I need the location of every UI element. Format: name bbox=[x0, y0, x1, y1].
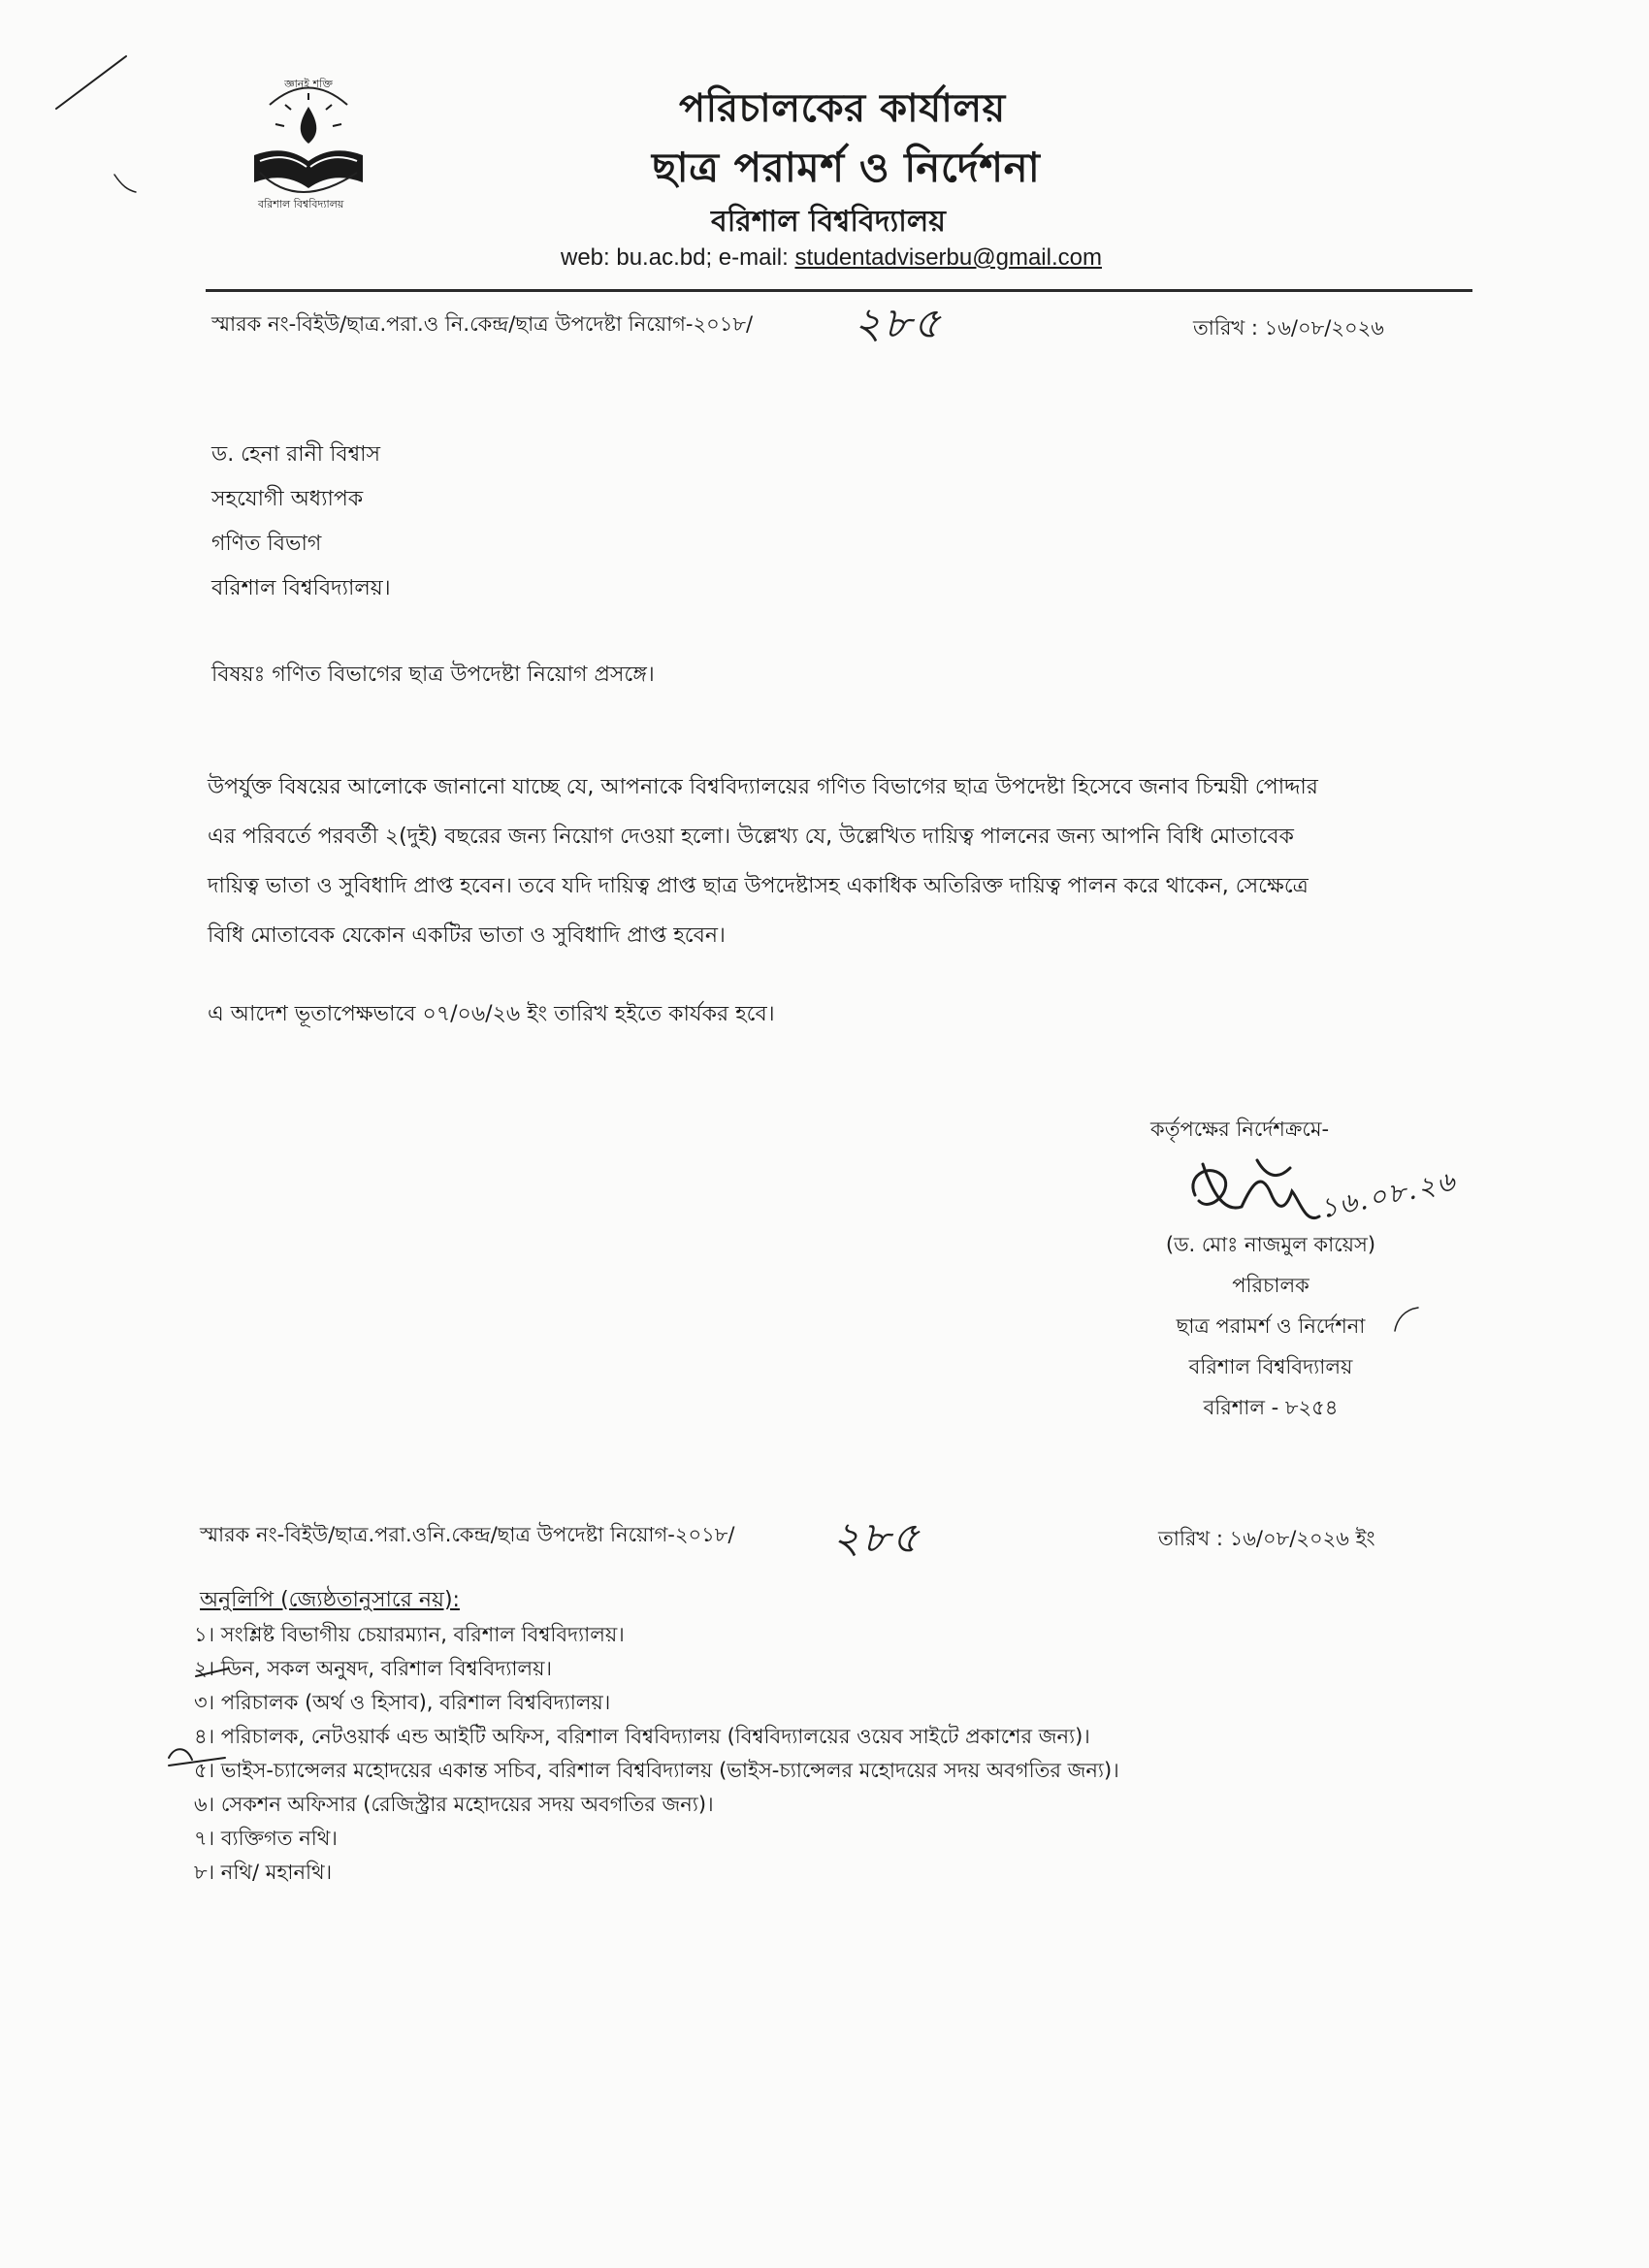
memo-number: স্মারক নং-বিইউ/ছাত্র.পরা.ও নি.কেন্দ্র/ছাত্র উপদেষ্টা নিয়োগ-২০১৮/ bbox=[211, 312, 754, 336]
body-line: এর পরিবর্তে পরবর্তী ২(দুই) বছরের জন্য নিয়োগ দেওয়া হলো। উল্লেখ্য যে, উল্লেখিত দায়িত্ব পালনের জন্য আপনি বিধি মোতাবেক bbox=[208, 825, 1294, 849]
letter-body bbox=[208, 762, 1469, 960]
email-link[interactable]: studentadviserbu@gmail.com bbox=[794, 244, 1102, 271]
letterhead-university: বরিশাল বিশ্ববিদ্যালয় bbox=[711, 205, 946, 239]
logo-caption-bottom: বরিশাল বিশ্ববিদ্যালয় bbox=[258, 198, 344, 211]
signatory-block bbox=[1116, 1224, 1426, 1428]
web-label: web: bu.ac.bd; e-mail: bbox=[561, 244, 795, 271]
header-divider bbox=[206, 289, 1472, 292]
letterhead-department: ছাত্র পরামর্শ ও নির্দেশনা bbox=[652, 144, 1041, 191]
effective-date-note: এ আদেশ ভূতাপেক্ষভাবে ০৭/০৬/২৬ ইং তারিখ হইতে কার্যকর হবে। bbox=[208, 1002, 775, 1026]
copy-item: ২। ডিন, সকল অনুষদ, বরিশাল বিশ্ববিদ্যালয়। bbox=[194, 1657, 552, 1680]
signatory-city: বরিশাল - ৮২৫৪ bbox=[1203, 1396, 1339, 1419]
by-order-text: কর্তৃপক্ষের নির্দেশক্রমে- bbox=[1150, 1118, 1330, 1141]
letterhead-office: পরিচালকের কার্যালয় bbox=[679, 86, 1006, 131]
letter-date: তারিখ : ১৬/০৮/২০২৬ bbox=[1193, 316, 1384, 340]
body-line: উপর্যুক্ত বিষয়ের আলোকে জানানো যাচ্ছে যে, আপনাকে বিশ্ববিদ্যালয়ের গণিত বিভাগের ছাত্র উপদেষ্টা হিসেবে জনাব চিন্ময়ী পোদ্দার bbox=[208, 775, 1318, 799]
copy-item: ৫। ভাইস-চ্যান্সেলর মহোদয়ের একান্ত সচিব, বরিশাল বিশ্ববিদ্যালয় (ভাইস-চ্যান্সেলর মহোদয়ের সদয় অবগতির জন্য)। bbox=[194, 1759, 1119, 1782]
letterhead-contact bbox=[561, 244, 1102, 272]
copy-item: ৬। সেকশন অফিসার (রেজিস্ট্রার মহোদয়ের সদয় অবগতির জন্য)। bbox=[194, 1793, 714, 1816]
signatory-name: (ড. মোঃ নাজমুল কায়েস) bbox=[1165, 1233, 1376, 1256]
copy-item: ৪। পরিচালক, নেটওয়ার্ক এন্ড আইটি অফিস, বরিশাল বিশ্ববিদ্যালয় (বিশ্ববিদ্যালয়ের ওয়েব সাইটে প্রকাশের জন্য)। bbox=[194, 1725, 1090, 1748]
signatory-title: পরিচালক bbox=[1232, 1274, 1310, 1297]
copies-heading: অনুলিপি (জ্যেষ্ঠতানুসারে নয়): bbox=[200, 1588, 460, 1612]
copy-item: ৮। নথি/ মহানথি। bbox=[194, 1861, 333, 1884]
body-line: দায়িত্ব ভাতা ও সুবিধাদি প্রাপ্ত হবেন। তবে যদি দায়িত্ব প্রাপ্ত ছাত্র উপদেষ্টাসহ একাধিক অতিরিক্ত দায়িত্ব পালন করে থাকেন, সেক্ষেত্রে bbox=[208, 874, 1309, 898]
university-logo bbox=[241, 66, 376, 221]
body-line: বিধি মোতাবেক যেকোন একটির ভাতা ও সুবিধাদি প্রাপ্ত হবেন। bbox=[208, 923, 726, 948]
copy-handwritten-number: ২৮৫ bbox=[832, 1513, 922, 1563]
recipient-university: বরিশাল বিশ্ববিদ্যালয়। bbox=[211, 576, 391, 600]
signatory-university: বরিশাল বিশ্ববিদ্যালয় bbox=[1188, 1355, 1353, 1378]
handwritten-signature-date: ১৬.০৮.২৬ bbox=[1316, 1164, 1460, 1225]
copies-list bbox=[194, 1618, 1119, 1890]
copy-item: ৭। ব্যক্তিগত নথি। bbox=[194, 1827, 338, 1850]
copy-item: ১। সংশ্লিষ্ট বিভাগীয় চেয়ারম্যান, বরিশাল বিশ্ববিদ্যালয়। bbox=[194, 1623, 625, 1646]
recipient-designation: সহযোগী অধ্যাপক bbox=[211, 487, 364, 511]
recipient-department: গণিত বিভাগ bbox=[211, 532, 322, 556]
copy-memo-number: স্মারক নং-বিইউ/ছাত্র.পরা.ওনি.কেন্দ্র/ছাত্র উপদেষ্টা নিয়োগ-২০১৮/ bbox=[200, 1523, 735, 1546]
signatory-department: ছাত্র পরামর্শ ও নির্দেশনা bbox=[1176, 1314, 1366, 1338]
handwritten-memo-number: ২৮৫ bbox=[854, 299, 943, 348]
recipient-address bbox=[211, 433, 391, 611]
copy-item: ৩। পরিচালক (অর্থ ও হিসাব), বরিশাল বিশ্ববিদ্যালয়। bbox=[194, 1691, 611, 1714]
svg-text:জ্ঞানই শক্তি: জ্ঞানই শক্তি bbox=[284, 78, 333, 90]
recipient-name: ড. হেনা রানী বিশ্বাস bbox=[211, 442, 381, 467]
subject-line: বিষয়ঃ গণিত বিভাগের ছাত্র উপদেষ্টা নিয়োগ প্রসঙ্গে। bbox=[211, 663, 655, 687]
copy-date: তারিখ : ১৬/০৮/২০২৬ ইং bbox=[1158, 1527, 1375, 1550]
